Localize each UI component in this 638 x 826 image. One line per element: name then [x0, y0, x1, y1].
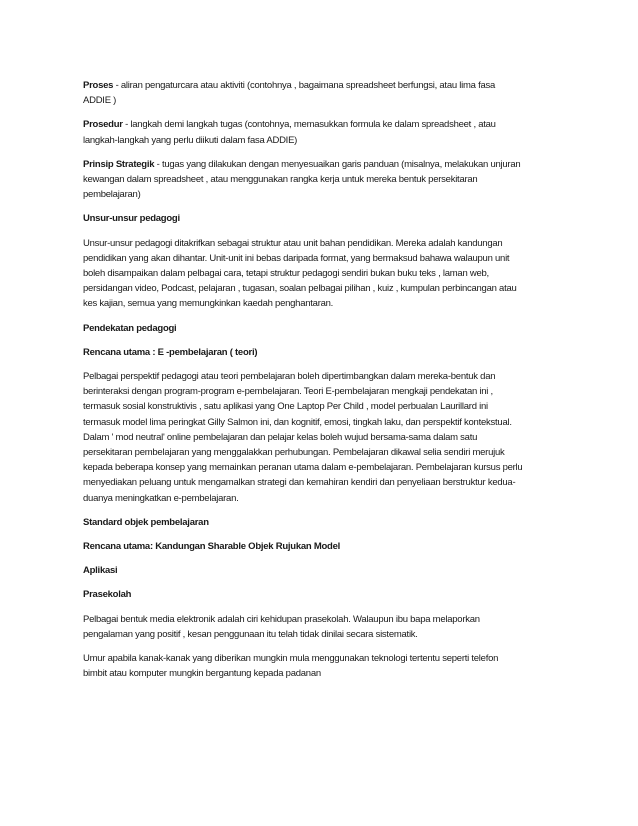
heading-aplikasi: Aplikasi [83, 565, 118, 577]
heading-unsur-pedagogi: Unsur-unsur pedagogi [83, 213, 180, 225]
definition-prosedur [83, 117, 523, 147]
definition-text: - tugas yang dilakukan dengan menyesuaikan garis panduan (misalnya, melakukan unjuran kewangan dalam spreadsheet , atau menggunakan rangka kerja untuk mereka bentuk persekitaran pembelajaran) [83, 158, 521, 201]
paragraph-unsur-pedagogi: Unsur-unsur pedagogi ditakrifkan sebagai struktur atau unit bahan pendidikan. Mereka adalah kandungan pendidikan yang akan dihantar. Unit-unit ini bebas daripada format, yang bermaksud bahawa walaupun unit boleh disampaikan dalam pelbagai cara, tetapi struktur pedagogi sendiri bukan buku teks , laman web, persidangan video, Podcast, pelajaran , tugasan, soalan pelbagai pilihan , kuiz , kumpulan perbincangan atau kes kajian, semua yang memungkinkan kaedah penghantaran. [83, 237, 517, 310]
heading-prasekolah: Prasekolah [83, 589, 132, 601]
document-page [83, 78, 523, 691]
heading-standard-objek: Standard objek pembelajaran [83, 516, 209, 528]
paragraph-perspektif-pedagogi: Pelbagai perspektif pedagogi atau teori pembelajaran boleh dipertimbangkan dalam mereka-bentuk dan berinteraksi dengan program-program e-pembelajaran. Teori E-pembelajaran mengkaji pendekatan ini , termasuk sosial konstruktivis , satu aplikasi yang One Laptop Per Child , model perbualan Laurillard ini termasuk model lima peringkat Gilly Salmon ini, dan kognitif, emosi, tingkah laku, dan perspektif kontekstual. Dalam ' mod neutral' online pembelajaran dan pelajar kelas boleh wujud bersama-sama dalam satu persekitaran pembelajaran yang menggalakkan perhubungan. Pembelajaran dikawal selia sendiri merujuk kepada beberapa konsep yang memainkan peranan utama dalam e-pembelajaran. Pembelajaran kursus perlu menyediakan peluang untuk mengamalkan strategi dan kemahiran kendiri dan penyeliaan berstruktur kedua-duanya meningkatkan e-pembelajaran. [83, 371, 523, 504]
paragraph-umur-kanak-kanak: Umur apabila kanak-kanak yang diberikan mungkin mula menggunakan teknologi tertentu seperti telefon bimbit atau komputer mungkin bergantung kepada padanan [83, 653, 499, 680]
heading-pendekatan-pedagogi: Pendekatan pedagogi [83, 322, 177, 334]
paragraph-media-elektronik: Pelbagai bentuk media elektronik adalah ciri kehidupan prasekolah. Walaupun ibu bapa melaporkan pengalaman yang positif , kesan penggunaan itu telah tidak dinilai secara sistematik. [83, 613, 480, 640]
term-label: Prosedur [83, 119, 123, 131]
heading-rencana-e-pembelajaran: Rencana utama : E -pembelajaran ( teori) [83, 346, 258, 358]
heading-rencana-scorm: Rencana utama: Kandungan Sharable Objek Rujukan Model [83, 541, 341, 553]
definition-text: - aliran pengaturcara atau aktiviti (contohnya , bagaimana spreadsheet berfungsi, atau lima fasa ADDIE ) [83, 80, 496, 107]
term-label: Prinsip Strategik [83, 158, 155, 170]
definition-text: - langkah demi langkah tugas (contohnya, memasukkan formula ke dalam spreadsheet , atau langkah-langkah yang perlu diikuti dalam fasa ADDIE) [83, 119, 496, 146]
term-label: Proses [83, 80, 114, 91]
definition-prinsip-strategik [83, 157, 523, 203]
definition-proses [83, 78, 523, 108]
